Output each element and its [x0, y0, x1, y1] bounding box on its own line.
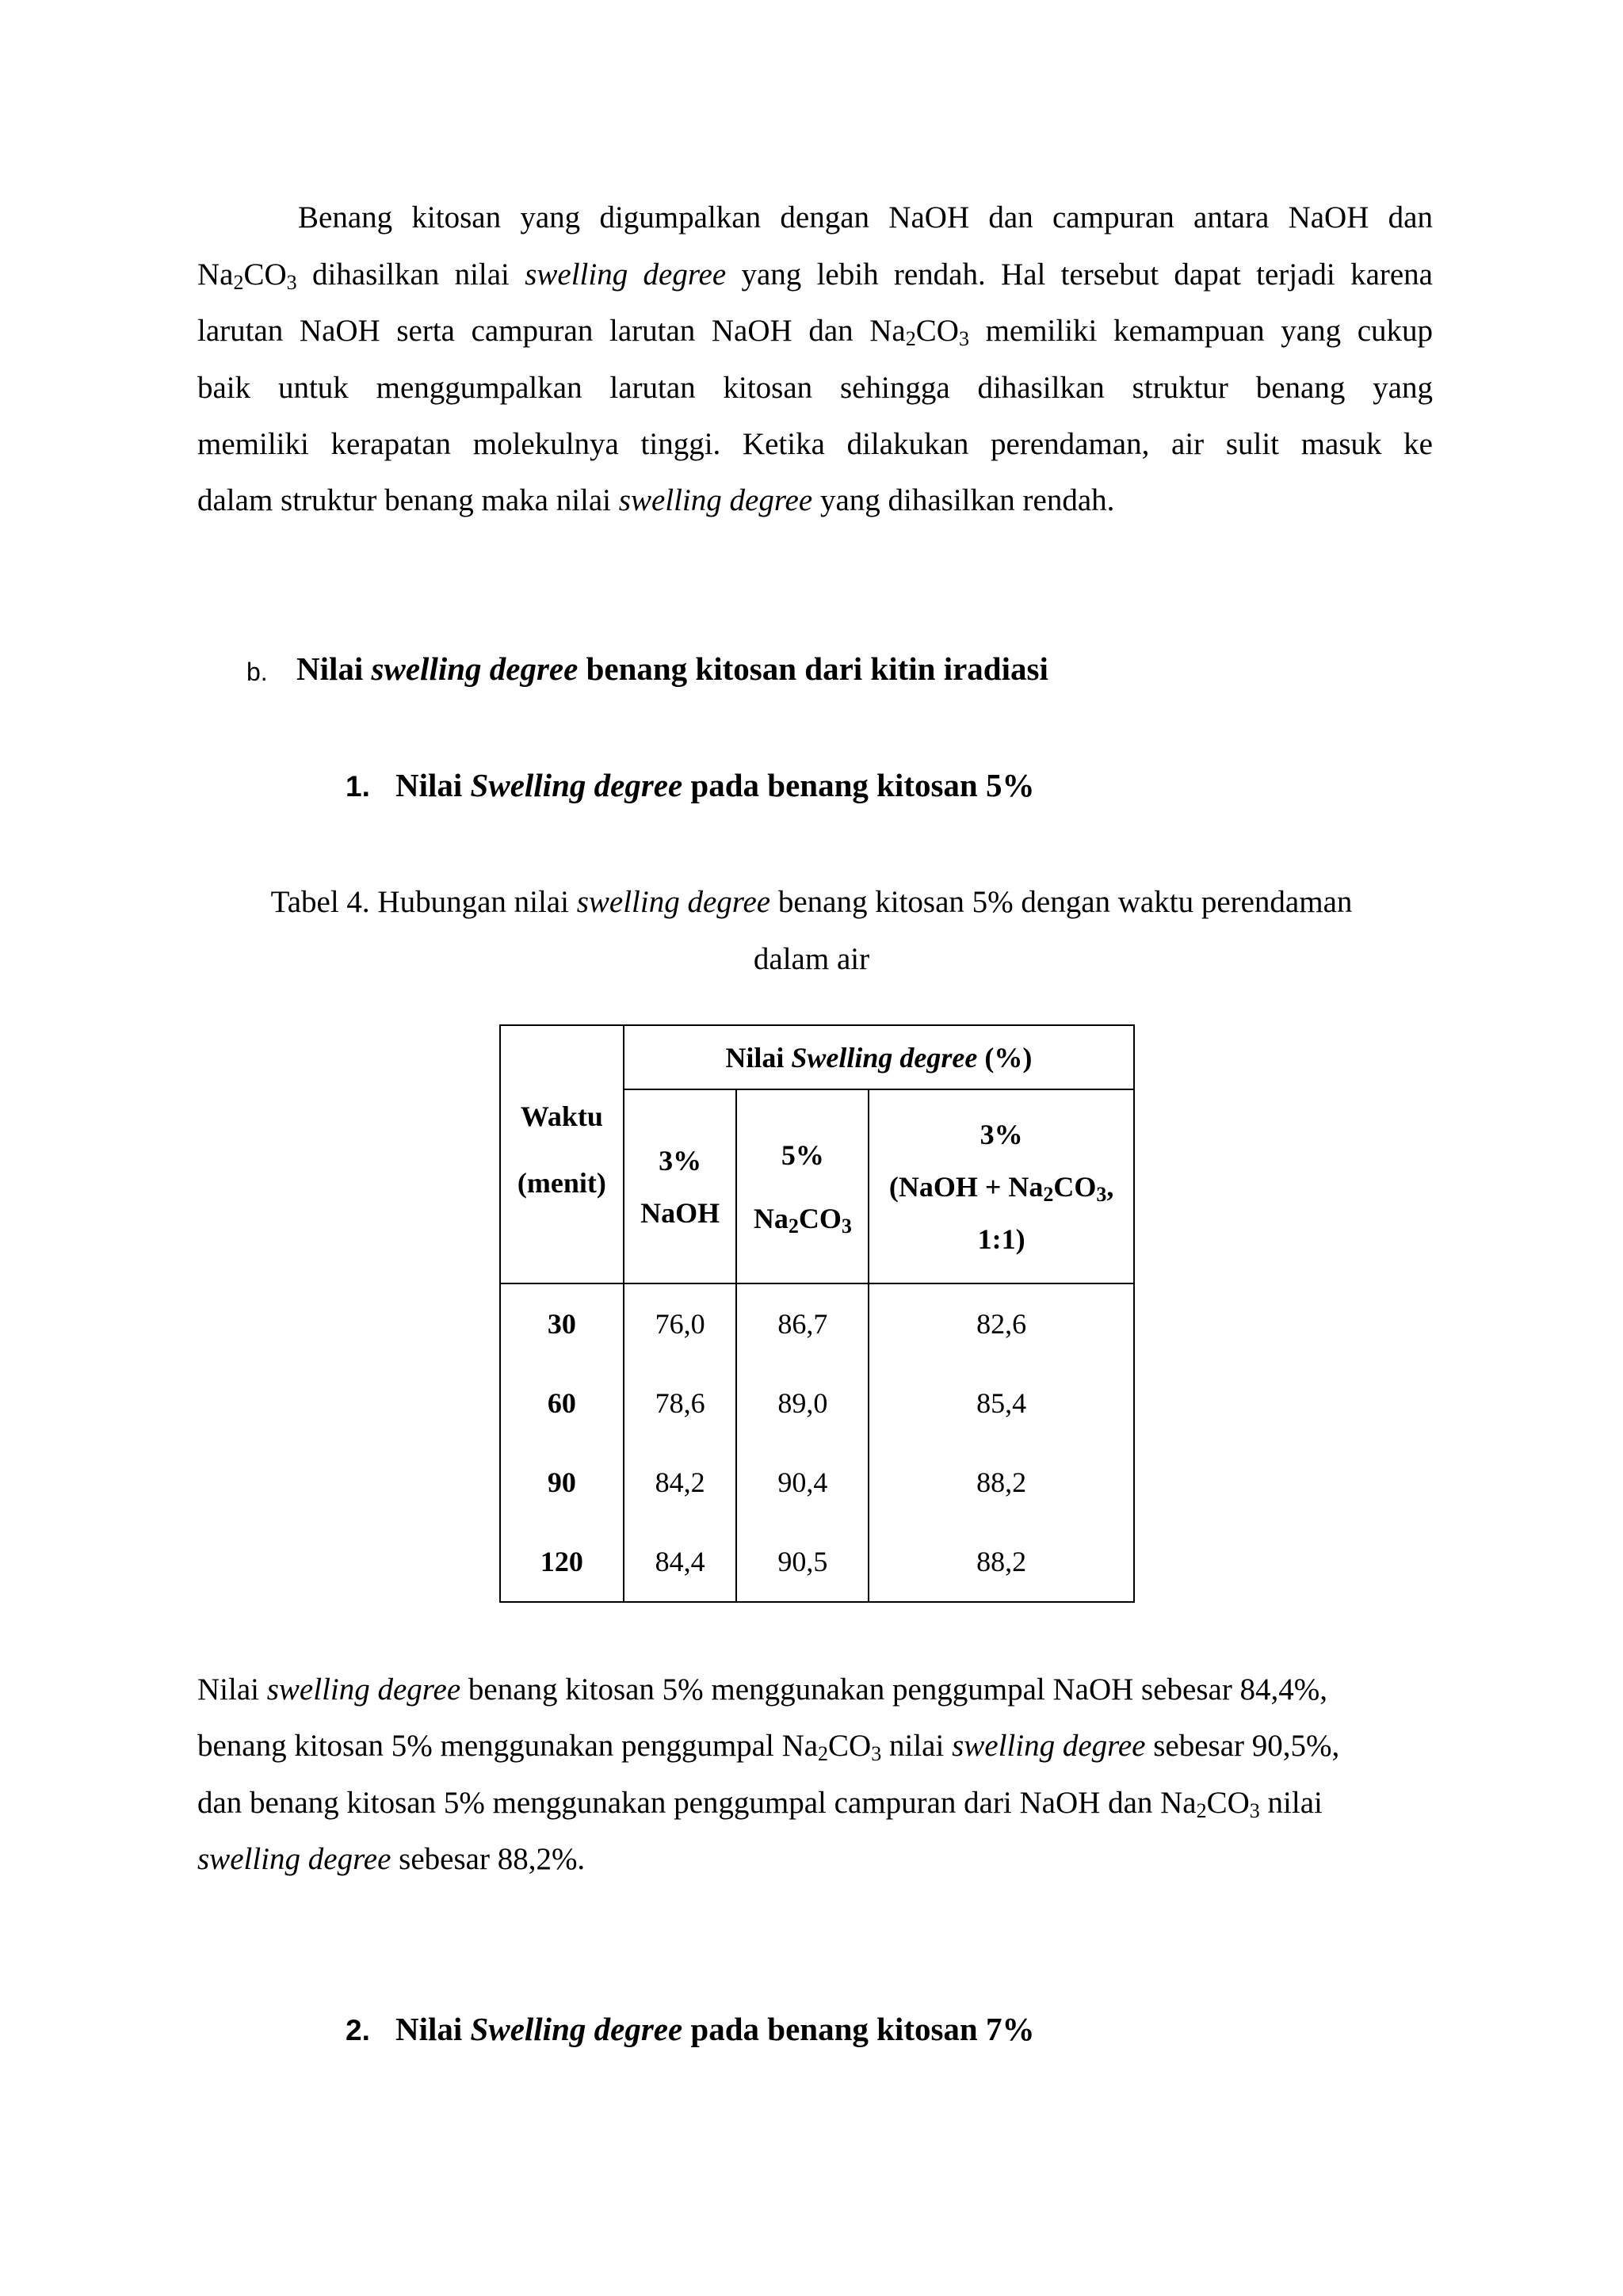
subscript: 2 — [905, 327, 916, 350]
italic-term: swelling degree — [197, 1842, 391, 1876]
subscript: 3 — [841, 1214, 852, 1238]
naoh-value: 78,6 — [655, 1387, 705, 1419]
italic-term: swelling degree — [618, 483, 813, 517]
paragraph-2-line-1 — [197, 1672, 1433, 1707]
naoh-value: 84,4 — [655, 1546, 705, 1577]
table-caption-line-1 — [0, 884, 1623, 920]
paragraph-1-line-6 — [197, 482, 1433, 518]
menit-label: (menit) — [517, 1167, 606, 1199]
text: dan benang kitosan 5% menggunakan penggumpal campuran dari NaOH dan Na — [197, 1786, 1197, 1820]
text: Na — [197, 257, 234, 292]
text: , — [1106, 1170, 1114, 1203]
subsection-1-heading — [395, 766, 1035, 804]
text: CO — [243, 257, 287, 292]
text: dalam struktur benang maka nilai — [197, 483, 619, 517]
mix-value: 82,6 — [976, 1308, 1027, 1340]
paragraph-2-line-3 — [197, 1785, 1433, 1821]
subsection-2-heading — [395, 2010, 1035, 2048]
text: yang lebih rendah. Hal tersebut dapat terjadi karena — [726, 257, 1433, 292]
subscript: 2 — [1196, 1799, 1207, 1822]
table-body-row — [500, 1283, 1134, 1602]
text: (%) — [977, 1041, 1033, 1074]
subscript: 2 — [1043, 1182, 1054, 1206]
paragraph-2-line-4 — [197, 1841, 1433, 1877]
mix-values-cell — [869, 1283, 1134, 1602]
na2co3-value: 89,0 — [777, 1387, 828, 1419]
text: CO — [1053, 1170, 1097, 1203]
text: Tabel 4. Hubungan nilai — [270, 885, 577, 919]
text: CO — [915, 314, 959, 348]
naoh-value: 76,0 — [655, 1308, 705, 1340]
text: memiliki kemampuan yang cukup — [968, 314, 1434, 348]
italic-term: Swelling degree — [470, 2011, 683, 2047]
text: memiliki kerapatan molekulnya tinggi. Ketika dilakukan perendaman, air sulit masuk ke — [197, 427, 1433, 461]
waktu-label: Waktu — [520, 1100, 603, 1132]
text: Na — [753, 1202, 789, 1234]
text: pada benang kitosan 7% — [682, 2011, 1035, 2047]
italic-term: swelling degree — [952, 1729, 1146, 1763]
swelling-degree-table — [499, 1024, 1135, 1603]
text: CO — [828, 1729, 872, 1763]
naoh-value: 84,2 — [655, 1466, 705, 1498]
subscript: 3 — [286, 271, 297, 294]
table-caption-line-2: dalam air — [753, 942, 870, 976]
text: sebesar 88,2%. — [391, 1842, 586, 1876]
italic-term: swelling degree — [576, 885, 771, 919]
group-header-cell — [624, 1025, 1134, 1089]
subscript: 3 — [1096, 1182, 1107, 1206]
col1-line1: 3% — [659, 1144, 702, 1177]
col1-line2: NaOH — [640, 1196, 720, 1229]
paragraph-1-line-1 — [298, 200, 1433, 235]
na2co3-values-cell — [736, 1283, 869, 1602]
mix-value: 85,4 — [976, 1387, 1027, 1419]
section-heading — [296, 650, 1048, 688]
time-value: 60 — [547, 1387, 576, 1419]
italic-term: Swelling degree — [791, 1041, 978, 1074]
naoh-header-cell — [624, 1089, 737, 1283]
table-header-row-1 — [500, 1025, 1134, 1089]
subsection-2-number: 2. — [346, 2014, 370, 2046]
text: pada benang kitosan 5% — [682, 767, 1035, 803]
text: (NaOH + Na — [888, 1170, 1044, 1203]
na2co3-value: 90,5 — [777, 1546, 828, 1577]
waktu-header-cell — [500, 1025, 624, 1283]
text: Nilai — [395, 767, 471, 803]
italic-term: Swelling degree — [470, 767, 683, 803]
text: nilai — [881, 1729, 953, 1763]
text: Nilai — [725, 1041, 792, 1074]
text: benang kitosan 5% menggunakan penggumpal NaOH sebesar 84,4%, — [460, 1672, 1328, 1707]
subscript: 3 — [958, 327, 969, 350]
paragraph-1-line-4 — [197, 370, 1433, 406]
text: yang dihasilkan rendah. — [812, 483, 1115, 517]
text: Nilai — [395, 2011, 471, 2047]
mix-header-cell — [869, 1089, 1134, 1283]
text: baik untuk menggumpalkan larutan kitosan sehingga dihasilkan struktur benang yang — [197, 371, 1433, 405]
text: nilai — [1259, 1786, 1323, 1820]
subscript: 3 — [1249, 1799, 1260, 1822]
time-value: 120 — [540, 1546, 583, 1577]
mix-value: 88,2 — [976, 1546, 1027, 1577]
text: larutan NaOH serta campuran larutan NaOH dan Na — [197, 314, 906, 348]
naoh-values-cell — [624, 1283, 737, 1602]
text: Benang kitosan yang digumpalkan dengan NaOH dan campuran antara NaOH dan — [298, 200, 1433, 235]
text: Nilai — [197, 1672, 267, 1707]
text: CO — [1206, 1786, 1250, 1820]
na2co3-value: 86,7 — [777, 1308, 828, 1340]
subscript: 2 — [233, 271, 244, 294]
paragraph-1-line-2 — [197, 257, 1433, 292]
text: CO — [798, 1202, 842, 1234]
col2-line1: 5% — [781, 1138, 824, 1171]
col3-line1: 3% — [980, 1118, 1023, 1150]
text: Nilai — [296, 650, 372, 687]
col3-line3: 1:1) — [977, 1222, 1025, 1255]
text: benang kitosan dari kitin iradiasi — [578, 650, 1048, 687]
section-marker: b. — [246, 658, 268, 686]
col2-line2 — [737, 1187, 868, 1250]
subsection-1-number: 1. — [346, 770, 370, 803]
text: dihasilkan nilai — [296, 257, 525, 292]
na2co3-header-cell — [736, 1089, 869, 1283]
italic-term: swelling degree — [525, 257, 727, 292]
subscript: 2 — [788, 1214, 799, 1238]
text: benang kitosan 5% dengan waktu perendaman — [770, 885, 1353, 919]
mix-value: 88,2 — [976, 1466, 1027, 1498]
time-value: 90 — [547, 1466, 576, 1498]
col3-line2 — [869, 1161, 1133, 1213]
text: benang kitosan 5% menggunakan penggumpal Na — [197, 1729, 819, 1763]
paragraph-1-line-3 — [197, 313, 1433, 349]
times-cell — [500, 1283, 624, 1602]
text: sebesar 90,5%, — [1145, 1729, 1340, 1763]
italic-term: swelling degree — [266, 1672, 461, 1707]
paragraph-2-line-2 — [197, 1728, 1433, 1764]
italic-term: swelling degree — [371, 650, 579, 687]
na2co3-value: 90,4 — [777, 1466, 828, 1498]
subscript: 2 — [818, 1742, 829, 1765]
subscript: 3 — [871, 1742, 882, 1765]
time-value: 30 — [547, 1308, 576, 1340]
paragraph-1-line-5 — [197, 426, 1433, 462]
